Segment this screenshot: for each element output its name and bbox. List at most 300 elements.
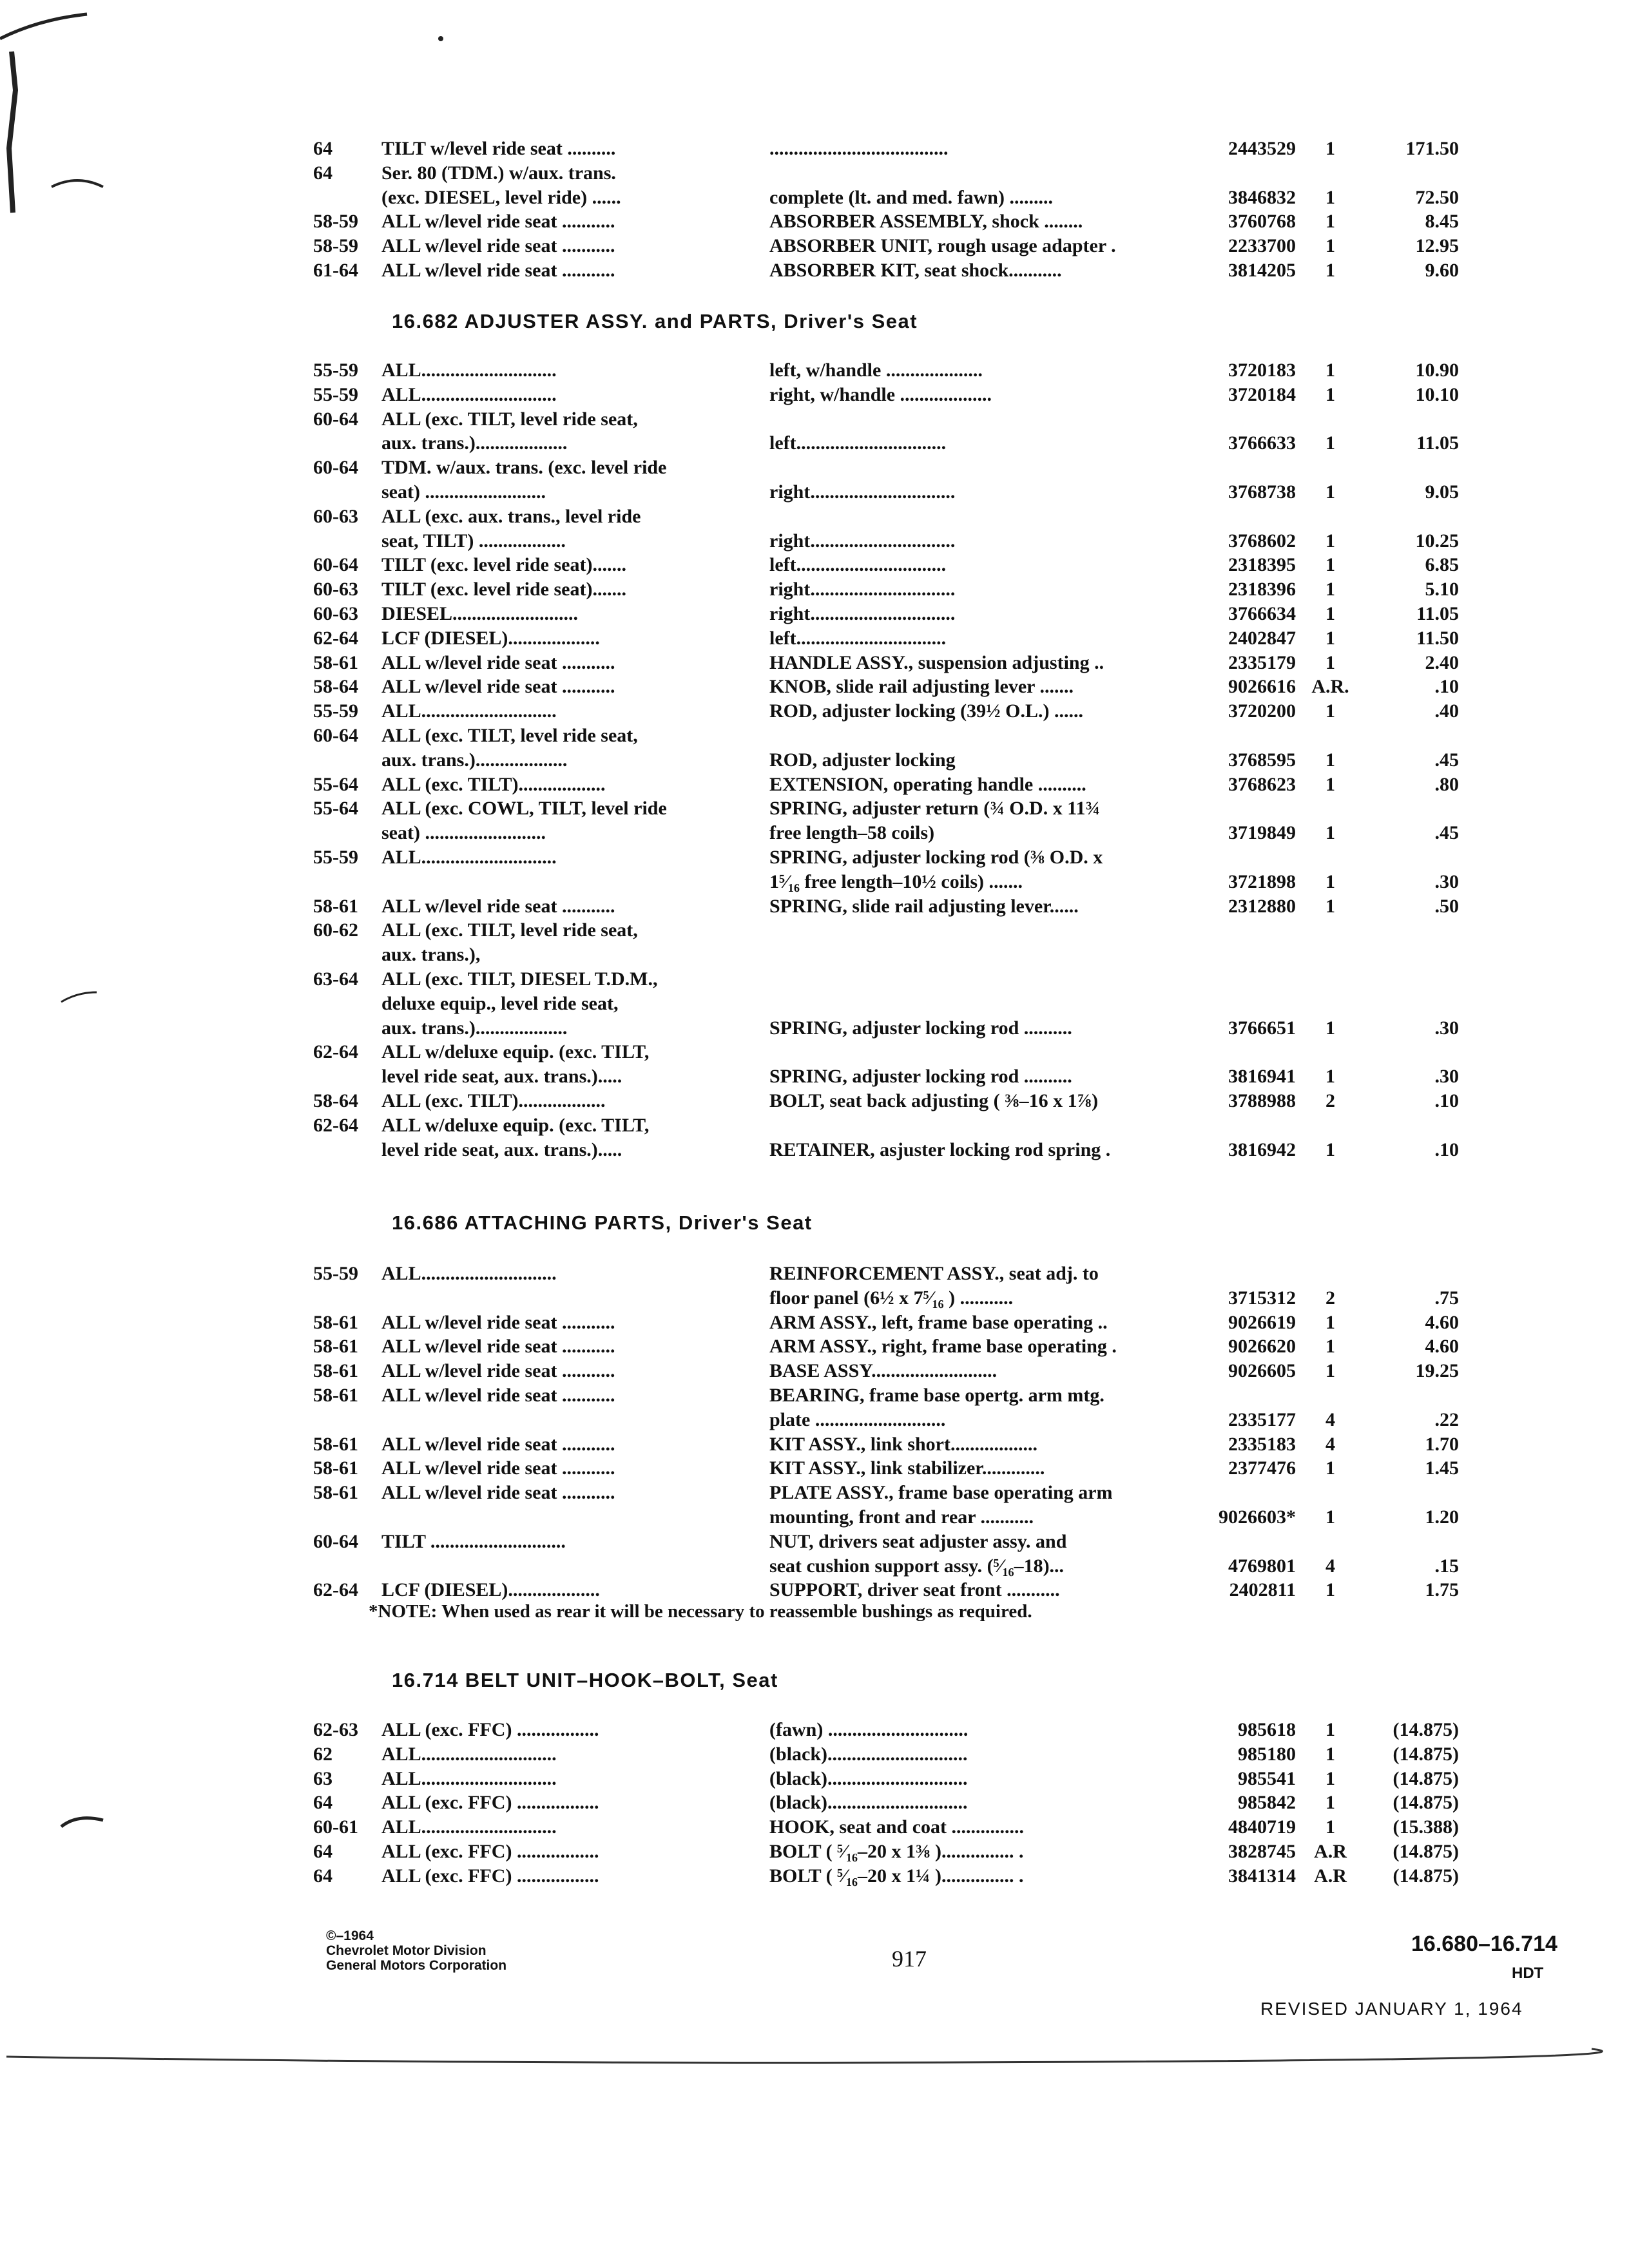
quantity-cell: A.R. — [1311, 676, 1349, 698]
table-row — [313, 1138, 1461, 1162]
description-cell: free length–58 coils) — [769, 822, 935, 844]
table-row — [313, 845, 1461, 870]
description-cell: (black)............................. — [769, 1792, 968, 1814]
price-cell: 9.05 — [1425, 481, 1459, 503]
model-cell: ALL (exc. TILT).................. — [381, 773, 606, 795]
price-cell: .22 — [1434, 1408, 1459, 1430]
part-number-cell: 3720200 — [1228, 700, 1296, 722]
table-row — [313, 358, 1461, 383]
copyright-block — [326, 1928, 506, 1973]
year-cell: 55-64 — [313, 798, 358, 820]
year-cell: 58-61 — [313, 1482, 358, 1504]
price-cell: .45 — [1434, 822, 1459, 844]
description-cell: 1⁵⁄₁₆ free length–10½ coils) ....... — [769, 870, 1023, 892]
price-cell: 10.25 — [1415, 530, 1459, 552]
year-cell: 62-63 — [313, 1719, 358, 1740]
price-cell: .15 — [1434, 1555, 1459, 1577]
quantity-cell: 1 — [1325, 1816, 1335, 1838]
model-cell: TILT w/level ride seat .......... — [381, 138, 616, 159]
part-number-cell: 2402847 — [1228, 627, 1296, 649]
description-cell: plate ........................... — [769, 1408, 946, 1430]
quantity-cell: 1 — [1325, 211, 1335, 233]
description-cell: right.............................. — [769, 481, 956, 503]
part-number-cell: 985842 — [1238, 1792, 1296, 1814]
description-cell: HANDLE ASSY., suspension adjusting .. — [769, 651, 1104, 673]
part-number-cell: 3788988 — [1228, 1090, 1296, 1111]
model-cell: ALL w/deluxe equip. (exc. TILT, — [381, 1041, 650, 1063]
year-cell: 58-61 — [313, 651, 358, 673]
table-row — [313, 137, 1461, 161]
price-cell: 1.75 — [1425, 1579, 1459, 1601]
copyright-division: Chevrolet Motor Division — [326, 1943, 487, 1958]
description-cell: ARM ASSY., left, frame base operating .. — [769, 1311, 1108, 1333]
model-cell: ALL w/level ride seat ........... — [381, 1336, 615, 1358]
year-cell: 62-64 — [313, 1579, 358, 1601]
model-cell: ALL............................ — [381, 1743, 557, 1765]
table-row — [313, 626, 1461, 651]
quantity-cell: 1 — [1325, 1360, 1335, 1382]
description-cell: mounting, front and rear ........... — [769, 1506, 1034, 1528]
table-row — [313, 1767, 1461, 1791]
description-cell: right.............................. — [769, 530, 956, 552]
table-row — [313, 1311, 1461, 1335]
price-cell: 19.25 — [1415, 1360, 1459, 1382]
table-row — [313, 1016, 1461, 1041]
price-cell: .30 — [1434, 1017, 1459, 1039]
quantity-cell: 4 — [1325, 1433, 1335, 1455]
description-cell: left............................... — [769, 432, 947, 454]
year-cell: 63 — [313, 1767, 333, 1789]
year-cell: 60-61 — [313, 1816, 358, 1838]
year-cell: 58-61 — [313, 1384, 358, 1406]
model-cell: LCF (DIESEL)................... — [381, 627, 600, 649]
year-cell: 55-59 — [313, 700, 358, 722]
part-number-cell: 9026616 — [1228, 676, 1296, 698]
description-cell: NUT, drivers seat adjuster assy. and — [769, 1530, 1067, 1552]
year-cell: 55-64 — [313, 773, 358, 795]
section-title-adjuster: 16.682 ADJUSTER ASSY. and PARTS, Driver's Seat — [392, 310, 918, 332]
table-row — [313, 456, 1461, 480]
description-cell: BEARING, frame base opertg. arm mtg. — [769, 1384, 1104, 1406]
quantity-cell: 1 — [1325, 481, 1335, 503]
price-cell: .30 — [1434, 1066, 1459, 1088]
model-cell: DIESEL.......................... — [381, 602, 579, 624]
table-row — [313, 699, 1461, 724]
speck — [438, 36, 443, 41]
description-cell: BOLT, seat back adjusting ( ⅜–16 x 1⅞) — [769, 1090, 1099, 1111]
part-number-cell: 2402811 — [1229, 1579, 1296, 1601]
model-cell: ALL............................ — [381, 1767, 557, 1789]
part-number-cell: 985618 — [1238, 1719, 1296, 1740]
table-row — [313, 209, 1461, 234]
year-cell: 58-59 — [313, 211, 358, 233]
year-cell: 58-61 — [313, 1336, 358, 1358]
year-cell: 64 — [313, 162, 333, 184]
table-row — [313, 724, 1461, 748]
quantity-cell: 1 — [1325, 138, 1335, 159]
table-row — [313, 773, 1461, 797]
price-cell: 72.50 — [1415, 186, 1459, 208]
quantity-cell: 1 — [1325, 870, 1335, 892]
quantity-cell: 1 — [1325, 1792, 1335, 1814]
description-cell: ABSORBER UNIT, rough usage adapter . — [769, 235, 1116, 257]
price-cell: .50 — [1434, 895, 1459, 917]
quantity-cell: 1 — [1325, 259, 1335, 281]
table-row — [313, 1432, 1461, 1457]
table-row — [313, 894, 1461, 919]
model-cell: (exc. DIESEL, level ride) ...... — [381, 186, 621, 208]
table-row — [313, 918, 1461, 943]
attaching-note: *NOTE: When used as rear it will be necessary to reassemble bushings as required. — [369, 1601, 1032, 1622]
year-cell: 60-63 — [313, 602, 358, 624]
model-cell: ALL............................ — [381, 360, 557, 381]
table-row — [313, 1554, 1461, 1579]
description-cell: BOLT ( ⁵⁄₁₆–20 x 1⅜ )............... . — [769, 1840, 1024, 1862]
model-cell: ALL (exc. TILT, level ride seat, — [381, 408, 638, 430]
table-row — [313, 651, 1461, 675]
year-cell: 58-64 — [313, 1090, 358, 1111]
year-cell: 60-64 — [313, 457, 358, 479]
part-number-cell: 3816942 — [1228, 1139, 1296, 1160]
quantity-cell: 1 — [1325, 1506, 1335, 1528]
quantity-cell: 1 — [1325, 651, 1335, 673]
description-cell: floor panel (6½ x 7⁵⁄₁₆ ) ........... — [769, 1287, 1014, 1309]
section-adjuster — [313, 358, 1461, 1162]
description-cell: RETAINER, asjuster locking rod spring . — [769, 1139, 1111, 1160]
description-cell: ABSORBER ASSEMBLY, shock ........ — [769, 211, 1083, 233]
description-cell: ROD, adjuster locking (39½ O.L.) ...... — [769, 700, 1083, 722]
description-cell: ..................................... — [769, 138, 949, 159]
description-cell: BOLT ( ⁵⁄₁₆–20 x 1¼ )............... . — [769, 1865, 1024, 1887]
table-row — [313, 505, 1461, 529]
model-cell: ALL............................ — [381, 383, 557, 405]
part-number-cell: 3715312 — [1228, 1287, 1296, 1309]
table-row — [313, 821, 1461, 845]
quantity-cell: 1 — [1325, 1066, 1335, 1088]
year-cell: 58-61 — [313, 1457, 358, 1479]
section-belt — [313, 1718, 1461, 1888]
table-row — [313, 1530, 1461, 1554]
table-row — [313, 529, 1461, 553]
year-cell: 55-59 — [313, 1263, 358, 1284]
part-number-cell: 2335179 — [1228, 651, 1296, 673]
bottom-edge-line — [6, 2049, 1602, 2062]
quantity-cell: 1 — [1325, 186, 1335, 208]
part-number-cell: 3828745 — [1228, 1840, 1296, 1862]
price-cell: 8.45 — [1425, 211, 1459, 233]
quantity-cell: 1 — [1325, 895, 1335, 917]
part-number-cell: 2318396 — [1228, 579, 1296, 601]
section-title-attaching: 16.686 ATTACHING PARTS, Driver's Seat — [392, 1211, 813, 1234]
year-cell: 60-64 — [313, 1530, 358, 1552]
description-cell: KNOB, slide rail adjusting lever ....... — [769, 676, 1074, 698]
table-row — [313, 1408, 1461, 1432]
quantity-cell: 1 — [1325, 360, 1335, 381]
quantity-cell: A.R — [1314, 1865, 1347, 1887]
description-cell: SPRING, adjuster locking rod (⅜ O.D. x — [769, 846, 1103, 868]
description-cell: SPRING, adjuster locking rod .......... — [769, 1066, 1072, 1088]
model-cell: ALL (exc. FFC) ................. — [381, 1840, 599, 1862]
quantity-cell: 1 — [1325, 773, 1335, 795]
year-cell: 58-61 — [313, 895, 358, 917]
part-number-cell: 2233700 — [1228, 235, 1296, 257]
description-cell: right.............................. — [769, 602, 956, 624]
price-cell: .40 — [1434, 700, 1459, 722]
table-row — [313, 161, 1461, 186]
table-row — [313, 675, 1461, 699]
quantity-cell: 2 — [1325, 1287, 1335, 1309]
model-cell: ALL w/deluxe equip. (exc. TILT, — [381, 1114, 650, 1136]
part-number-cell: 985180 — [1238, 1743, 1296, 1765]
table-row — [313, 1864, 1461, 1888]
quantity-cell: 1 — [1325, 1017, 1335, 1039]
model-cell: aux. trans.)................... — [381, 432, 568, 454]
section-top — [313, 137, 1461, 283]
price-cell: .10 — [1434, 1139, 1459, 1160]
description-cell: HOOK, seat and coat ............... — [769, 1816, 1024, 1838]
part-number-cell: 2377476 — [1228, 1457, 1296, 1479]
left-edge-mark — [9, 52, 15, 213]
description-cell: ABSORBER KIT, seat shock........... — [769, 259, 1062, 281]
model-cell: ALL w/level ride seat ........... — [381, 211, 615, 233]
quantity-cell: 1 — [1325, 627, 1335, 649]
part-number-cell: 4769801 — [1228, 1555, 1296, 1577]
table-row — [313, 602, 1461, 626]
year-cell: 60-63 — [313, 579, 358, 601]
year-cell: 60-63 — [313, 505, 358, 527]
model-cell: ALL (exc. FFC) ................. — [381, 1792, 599, 1814]
model-cell: seat, TILT) .................. — [381, 530, 566, 552]
table-row — [313, 1456, 1461, 1481]
model-cell: aux. trans.), — [381, 944, 481, 966]
model-cell: ALL w/level ride seat ........... — [381, 676, 615, 698]
model-cell: ALL (exc. COWL, TILT, level ride — [381, 798, 667, 820]
table-row — [313, 1089, 1461, 1113]
price-cell: 4.60 — [1425, 1311, 1459, 1333]
quantity-cell: 1 — [1325, 1719, 1335, 1740]
quantity-cell: 1 — [1325, 1139, 1335, 1160]
model-cell: ALL............................ — [381, 1816, 557, 1838]
model-cell: ALL (exc. TILT, DIESEL T.D.M., — [381, 968, 658, 990]
table-row — [313, 1334, 1461, 1359]
description-cell: REINFORCEMENT ASSY., seat adj. to — [769, 1263, 1099, 1284]
table-row — [313, 383, 1461, 407]
quantity-cell: 1 — [1325, 432, 1335, 454]
part-number-cell: 3719849 — [1228, 822, 1296, 844]
model-cell: ALL............................ — [381, 846, 557, 868]
description-cell: SPRING, slide rail adjusting lever...... — [769, 895, 1079, 917]
price-cell: 1.20 — [1425, 1506, 1459, 1528]
model-cell: ALL w/level ride seat ........... — [381, 1311, 615, 1333]
model-cell: ALL w/level ride seat ........... — [381, 259, 615, 281]
table-row — [313, 480, 1461, 505]
part-number-cell: 3766633 — [1228, 432, 1296, 454]
part-number-cell: 9026619 — [1228, 1311, 1296, 1333]
quantity-cell: 1 — [1325, 602, 1335, 624]
model-cell: ALL w/level ride seat ........... — [381, 1482, 615, 1504]
price-cell: 2.40 — [1425, 651, 1459, 673]
year-cell: 64 — [313, 1865, 333, 1887]
part-number-cell: 4840719 — [1228, 1816, 1296, 1838]
part-number-cell: 3768602 — [1228, 530, 1296, 552]
price-cell: 6.85 — [1425, 554, 1459, 576]
section-range: 16.680–16.714 — [1411, 1932, 1557, 1956]
quantity-cell: 1 — [1325, 1767, 1335, 1789]
price-cell: .10 — [1434, 1090, 1459, 1111]
table-row — [313, 186, 1461, 210]
description-cell: seat cushion support assy. (⁵⁄₁₆–18)... — [769, 1555, 1065, 1577]
table-row — [313, 1481, 1461, 1505]
quantity-cell: 1 — [1325, 749, 1335, 771]
year-cell: 58-59 — [313, 235, 358, 257]
year-cell: 62 — [313, 1743, 333, 1765]
part-number-cell: 985541 — [1238, 1767, 1296, 1789]
description-cell: left............................... — [769, 554, 947, 576]
description-cell: right, w/handle ................... — [769, 383, 992, 405]
part-number-cell: 3721898 — [1228, 870, 1296, 892]
description-cell: complete (lt. and med. fawn) ......... — [769, 186, 1053, 208]
price-cell: .30 — [1434, 870, 1459, 892]
price-cell: .45 — [1434, 749, 1459, 771]
description-cell: left, w/handle .................... — [769, 360, 983, 381]
quantity-cell: 1 — [1325, 1457, 1335, 1479]
price-cell: 10.90 — [1415, 360, 1459, 381]
price-cell: 10.10 — [1415, 383, 1459, 405]
model-cell: aux. trans.)................... — [381, 749, 568, 771]
model-cell: ALL w/level ride seat ........... — [381, 651, 615, 673]
table-row — [313, 992, 1461, 1016]
table-row — [313, 870, 1461, 894]
table-row — [313, 1286, 1461, 1311]
price-cell: .75 — [1434, 1287, 1459, 1309]
model-cell: ALL (exc. FFC) ................. — [381, 1719, 599, 1740]
year-cell: 64 — [313, 138, 333, 159]
model-cell: level ride seat, aux. trans.)..... — [381, 1066, 622, 1088]
quantity-cell: 2 — [1325, 1090, 1335, 1111]
part-number-cell: 2318395 — [1228, 554, 1296, 576]
table-row — [313, 258, 1461, 283]
model-cell: TILT ............................ — [381, 1530, 566, 1552]
description-cell: ARM ASSY., right, frame base operating . — [769, 1336, 1117, 1358]
year-cell: 60-64 — [313, 408, 358, 430]
description-cell: SPRING, adjuster locking rod .......... — [769, 1017, 1072, 1039]
table-row — [313, 1359, 1461, 1383]
year-cell: 58-61 — [313, 1311, 358, 1333]
quantity-cell: 1 — [1325, 554, 1335, 576]
model-cell: Ser. 80 (TDM.) w/aux. trans. — [381, 162, 616, 184]
table-row — [313, 1840, 1461, 1864]
year-cell: 58-61 — [313, 1433, 358, 1455]
table-row — [313, 1262, 1461, 1286]
model-cell: seat) ......................... — [381, 822, 546, 844]
model-cell: ALL w/level ride seat ........... — [381, 895, 615, 917]
price-cell: 1.70 — [1425, 1433, 1459, 1455]
table-row — [313, 1064, 1461, 1089]
model-cell: ALL w/level ride seat ........... — [381, 235, 615, 257]
model-cell: TILT (exc. level ride seat)....... — [381, 579, 626, 601]
price-cell: 4.60 — [1425, 1336, 1459, 1358]
quantity-cell: 4 — [1325, 1408, 1335, 1430]
table-row — [313, 943, 1461, 967]
year-cell: 62-64 — [313, 627, 358, 649]
price-cell: (14.875) — [1393, 1840, 1459, 1862]
year-cell: 58-64 — [313, 676, 358, 698]
quantity-cell: 1 — [1325, 822, 1335, 844]
table-row — [313, 1791, 1461, 1815]
description-cell: KIT ASSY., link stabilizer............. — [769, 1457, 1045, 1479]
model-cell: ALL............................ — [381, 1263, 557, 1284]
price-cell: 1.45 — [1425, 1457, 1459, 1479]
description-cell: left............................... — [769, 627, 947, 649]
model-cell: ALL w/level ride seat ........... — [381, 1433, 615, 1455]
catalog-code: HDT — [1512, 1965, 1544, 1982]
quantity-cell: 1 — [1325, 383, 1335, 405]
price-cell: .10 — [1434, 676, 1459, 698]
part-number-cell: 3766634 — [1228, 602, 1296, 624]
table-row — [313, 1383, 1461, 1408]
model-cell: level ride seat, aux. trans.)..... — [381, 1139, 622, 1160]
price-cell: 11.05 — [1416, 432, 1459, 454]
table-row — [313, 431, 1461, 456]
price-cell: (14.875) — [1393, 1719, 1459, 1740]
model-cell: ALL w/level ride seat ........... — [381, 1360, 615, 1382]
part-number-cell: 3720184 — [1228, 383, 1296, 405]
table-row — [313, 1040, 1461, 1064]
year-cell: 63-64 — [313, 968, 358, 990]
price-cell: .80 — [1434, 773, 1459, 795]
quantity-cell: 1 — [1325, 1579, 1335, 1601]
price-cell: (15.388) — [1393, 1816, 1459, 1838]
table-row — [313, 234, 1461, 258]
model-cell: aux. trans.)................... — [381, 1017, 568, 1039]
punch-hole-mark-2 — [61, 992, 97, 1002]
part-number-cell: 2335183 — [1228, 1433, 1296, 1455]
quantity-cell: 1 — [1325, 1743, 1335, 1765]
quantity-cell: 1 — [1325, 235, 1335, 257]
quantity-cell: 1 — [1325, 700, 1335, 722]
quantity-cell: 1 — [1325, 1311, 1335, 1333]
year-cell: 62-64 — [313, 1114, 358, 1136]
year-cell: 62-64 — [313, 1041, 358, 1063]
model-cell: deluxe equip., level ride seat, — [381, 992, 619, 1014]
description-cell: ROD, adjuster locking — [769, 749, 956, 771]
part-number-cell: 9026603* — [1219, 1506, 1296, 1528]
price-cell: 171.50 — [1405, 138, 1459, 159]
model-cell: ALL (exc. TILT, level ride seat, — [381, 724, 638, 746]
model-cell: TDM. w/aux. trans. (exc. level ride — [381, 457, 667, 479]
year-cell: 55-59 — [313, 360, 358, 381]
part-number-cell: 2443529 — [1228, 138, 1296, 159]
year-cell: 64 — [313, 1792, 333, 1814]
part-number-cell: 9026620 — [1228, 1336, 1296, 1358]
page-number: 917 — [892, 1946, 927, 1972]
table-row — [313, 1505, 1461, 1530]
year-cell: 60-64 — [313, 724, 358, 746]
punch-hole-mark-1 — [52, 180, 103, 187]
table-row — [313, 748, 1461, 773]
table-row — [313, 1578, 1461, 1602]
year-cell: 58-61 — [313, 1360, 358, 1382]
model-cell: ALL............................ — [381, 700, 557, 722]
price-cell: 11.50 — [1416, 627, 1459, 649]
section-attaching — [313, 1262, 1461, 1602]
part-number-cell: 3841314 — [1228, 1865, 1296, 1887]
year-cell: 60-64 — [313, 554, 358, 576]
price-cell: (14.875) — [1393, 1767, 1459, 1789]
table-row — [313, 796, 1461, 821]
price-cell: (14.875) — [1393, 1865, 1459, 1887]
description-cell: KIT ASSY., link short.................. — [769, 1433, 1037, 1455]
